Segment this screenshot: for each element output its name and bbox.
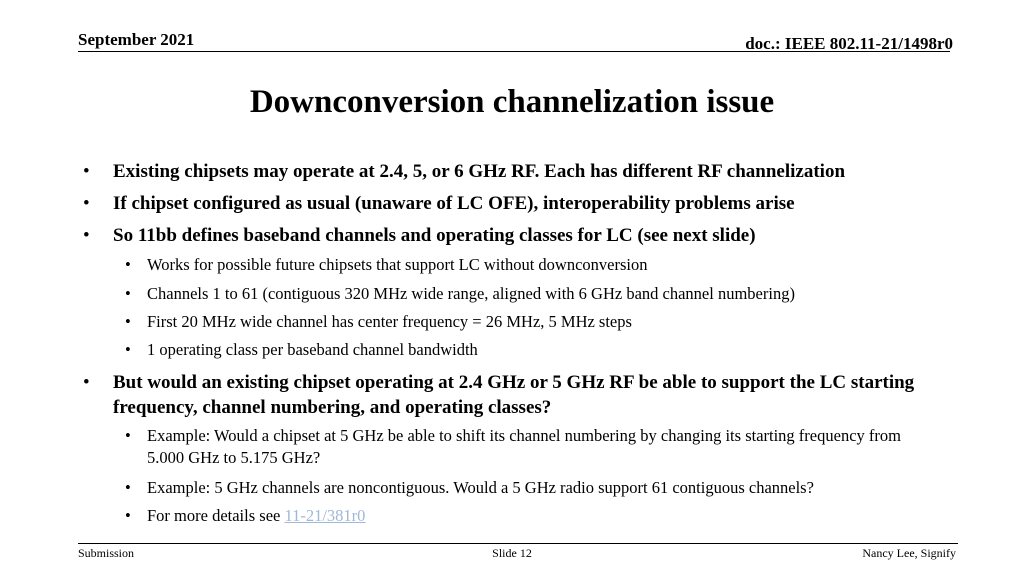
sub-bullet-4-1 bbox=[125, 425, 917, 469]
bullet-4-text: But would an existing chipset operating at 2.4 GHz or 5 GHz RF be able to support the LC starting frequency, channel numbering, and operating classes? bbox=[113, 372, 915, 418]
footer-author: Nancy Lee, Signify bbox=[862, 546, 956, 560]
bullet-marker: • bbox=[125, 478, 131, 497]
bullet-marker: • bbox=[125, 312, 131, 331]
details-prefix: For more details see bbox=[147, 506, 285, 525]
sub-bullet-4-2 bbox=[125, 477, 947, 499]
sub-bullet-text: Example: Would a chipset at 5 GHz be able to shift its channel numbering by changing its starting frequency from 5.000 GHz to 5.175 GHz? bbox=[147, 426, 901, 467]
slide-title: Downconversion channelization issue bbox=[249, 84, 775, 120]
header-rule bbox=[78, 51, 950, 52]
sub-bullet-text: Example: 5 GHz channels are noncontiguous. Would a 5 GHz radio support 61 contiguous channels? bbox=[147, 478, 814, 497]
details-link[interactable]: 11-21/381r0 bbox=[284, 506, 366, 525]
bullet-1-text: Existing chipsets may operate at 2.4, 5, or 6 GHz RF. Each has different RF channelization bbox=[113, 161, 846, 182]
bullet-marker: • bbox=[125, 426, 131, 445]
sub-bullet-3-3 bbox=[125, 311, 947, 333]
bullet-1 bbox=[83, 159, 963, 184]
sub-bullet-text: Works for possible future chipsets that support LC without downconversion bbox=[147, 255, 648, 274]
bullet-marker: • bbox=[125, 506, 131, 525]
bullet-3-text: So 11bb defines baseband channels and operating classes for LC (see next slide) bbox=[113, 225, 756, 246]
footer-submission: Submission bbox=[78, 546, 135, 560]
sub-bullet-text: Channels 1 to 61 (contiguous 320 MHz wide range, aligned with 6 GHz band channel numbering) bbox=[147, 284, 795, 303]
bullet-marker: • bbox=[125, 340, 131, 359]
sub-bullet-text: 1 operating class per baseband channel bandwidth bbox=[147, 340, 478, 359]
footer-slide-number: Slide 12 bbox=[492, 546, 532, 560]
header-doc-id: doc.: IEEE 802.11-21/1498r0 bbox=[745, 34, 953, 53]
bullet-marker: • bbox=[83, 225, 90, 246]
sub-bullet-3-4 bbox=[125, 339, 947, 361]
sub-bullet-3-1 bbox=[125, 254, 947, 276]
bullet-3 bbox=[83, 223, 963, 248]
bullet-marker: • bbox=[83, 193, 90, 214]
bullet-4 bbox=[83, 370, 943, 420]
sub-bullet-3-2 bbox=[125, 283, 947, 305]
header-date: September 2021 bbox=[78, 30, 195, 49]
sub-bullet-text: First 20 MHz wide channel has center frequency = 26 MHz, 5 MHz steps bbox=[147, 312, 632, 331]
sub-bullet-4-3 bbox=[125, 505, 947, 527]
bullet-marker: • bbox=[125, 255, 131, 274]
bullet-marker: • bbox=[125, 284, 131, 303]
footer-rule bbox=[78, 543, 958, 544]
bullet-marker: • bbox=[83, 161, 90, 182]
bullet-2 bbox=[83, 191, 963, 216]
bullet-2-text: If chipset configured as usual (unaware of LC OFE), interoperability problems arise bbox=[113, 193, 795, 214]
bullet-marker: • bbox=[83, 372, 90, 393]
